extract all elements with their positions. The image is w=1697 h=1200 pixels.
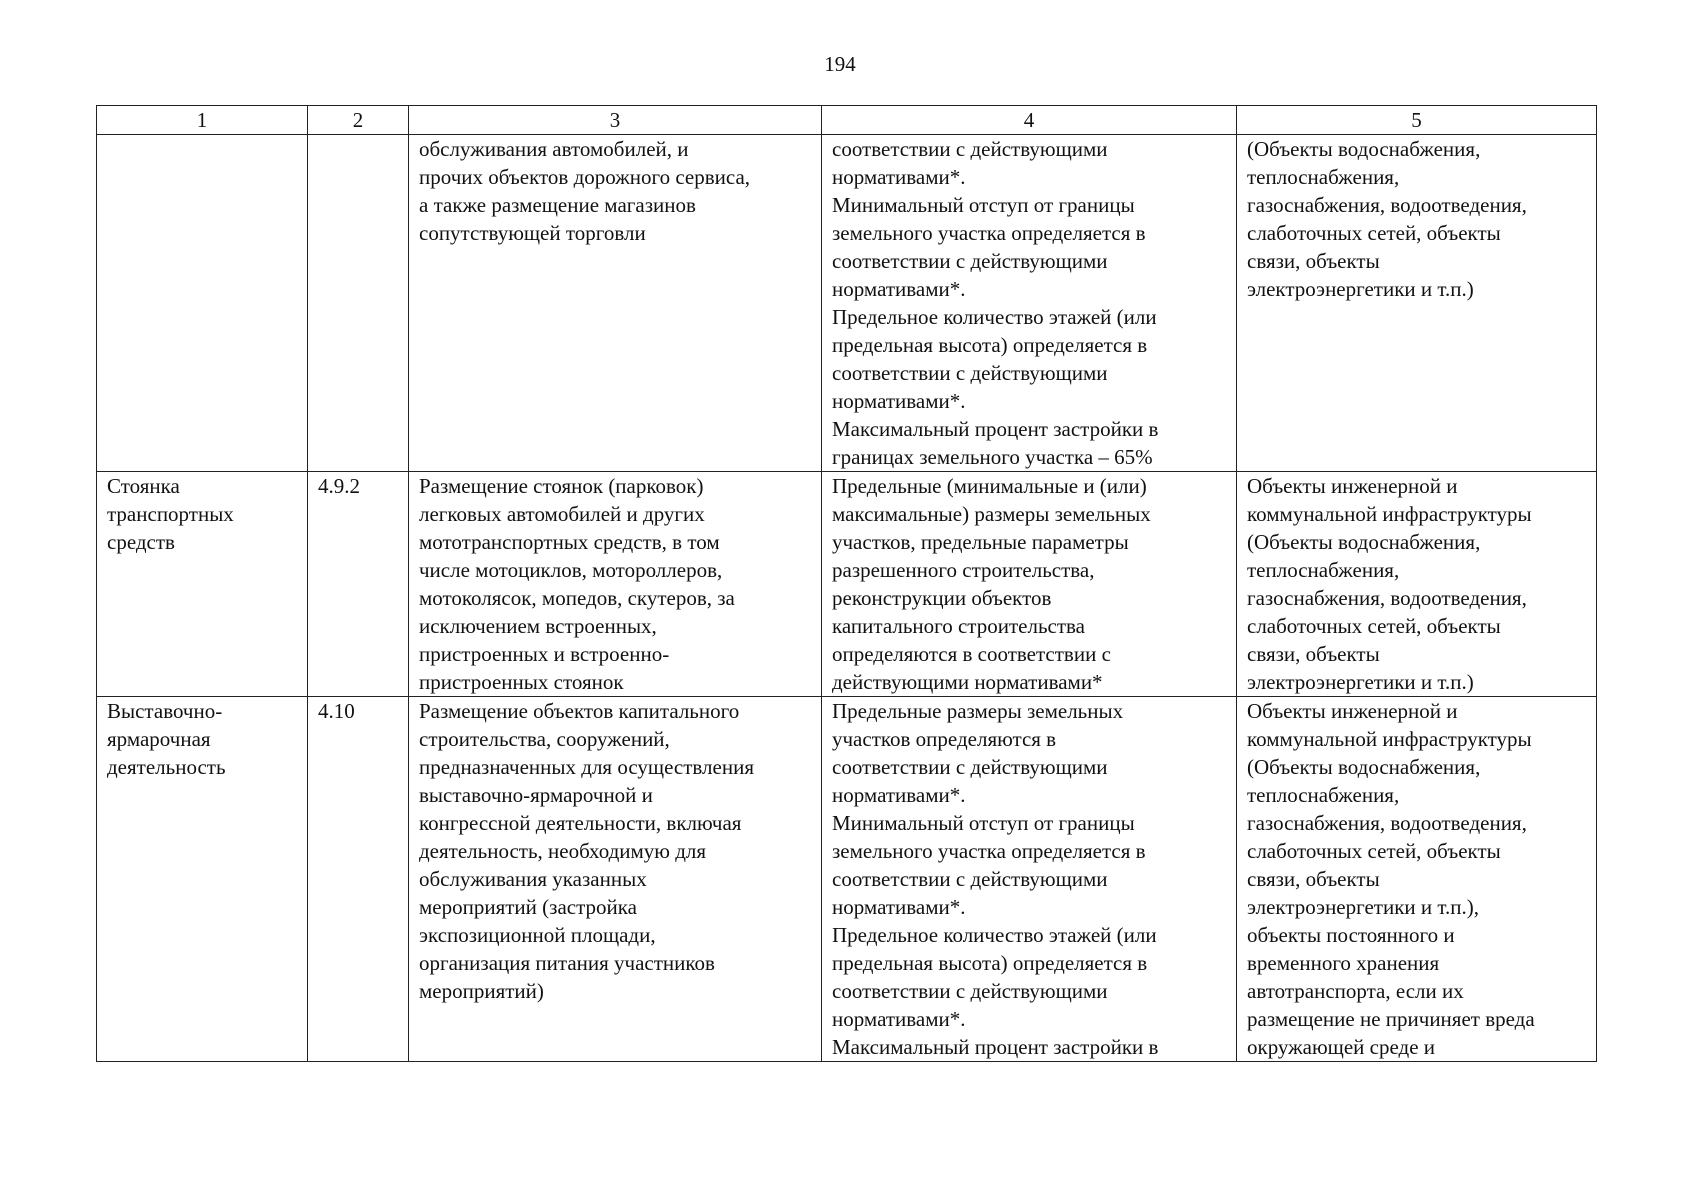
cell-text-line: мероприятий (застройка	[419, 895, 637, 919]
cell-text-line: нормативами*.	[832, 389, 966, 413]
cell-parameters	[822, 135, 1237, 472]
cell-text-line: участков определяются в	[832, 727, 1057, 751]
cell-text-line: деятельность, необходимую для	[419, 839, 707, 863]
cell-auxiliary-uses	[1237, 135, 1597, 472]
cell-text-line: прочих объектов дорожного сервиса,	[419, 165, 751, 189]
cell-text-line: Максимальный процент застройки в	[832, 417, 1159, 441]
cell-text-line: Объекты инженерной и	[1247, 699, 1458, 723]
column-header: 3	[409, 106, 822, 135]
cell-text-line: (Объекты водоснабжения,	[1247, 755, 1481, 779]
cell-text-line: выставочно-ярмарочной и	[419, 783, 653, 807]
cell-text-line: окружающей среде и	[1247, 1035, 1436, 1059]
cell-text-line: Максимальный процент застройки в	[832, 1035, 1159, 1059]
cell-auxiliary-uses	[1237, 472, 1597, 697]
cell-text-line: капитального строительства	[832, 614, 1085, 638]
cell-text-line: Предельное количество этажей (или	[832, 305, 1157, 329]
cell-text-line: Размещение объектов капитального	[419, 699, 740, 723]
cell-text-line: легковых автомобилей и других	[419, 502, 705, 526]
cell-text-line: связи, объекты	[1247, 642, 1380, 666]
cell-text-line: пристроенных и встроенно-	[419, 642, 670, 666]
cell-parameters	[822, 697, 1237, 1062]
cell-use-name	[97, 472, 308, 697]
cell-text-line: транспортных	[107, 502, 234, 526]
cell-text-line: электроэнергетики и т.п.)	[1247, 670, 1474, 694]
cell-use-description	[409, 697, 822, 1062]
cell-text-line: Размещение стоянок (парковок)	[419, 474, 704, 498]
cell-text-line: разрешенного строительства,	[832, 558, 1095, 582]
cell-text-line: слаботочных сетей, объекты	[1247, 614, 1501, 638]
cell-text-line: мототранспортных средств, в том	[419, 530, 720, 554]
cell-text-line: действующими нормативами*	[832, 670, 1103, 694]
cell-text-line: слаботочных сетей, объекты	[1247, 839, 1501, 863]
cell-use-description	[409, 135, 822, 472]
cell-text-line: связи, объекты	[1247, 867, 1380, 891]
column-header: 1	[97, 106, 308, 135]
cell-text-line: соответствии с действующими	[832, 361, 1108, 385]
cell-text-line: газоснабжения, водоотведения,	[1247, 811, 1527, 835]
cell-text-line: предельная высота) определяется в	[832, 333, 1148, 357]
cell-use-name	[97, 697, 308, 1062]
column-header: 4	[822, 106, 1237, 135]
cell-text-line: нормативами*.	[832, 783, 966, 807]
cell-text-line: объекты постоянного и	[1247, 923, 1455, 947]
cell-text-line: Стоянка	[107, 474, 180, 498]
cell-text-line: конгрессной деятельности, включая	[419, 811, 742, 835]
cell-text-line: электроэнергетики и т.п.),	[1247, 895, 1479, 919]
cell-text-line: исключением встроенных,	[419, 614, 657, 638]
cell-use-code	[308, 697, 409, 1062]
cell-text-line: а также размещение магазинов	[419, 193, 696, 217]
cell-text-line: нормативами*.	[832, 165, 966, 189]
cell-use-name	[97, 135, 308, 472]
table-row	[97, 472, 1597, 697]
cell-text-line: коммунальной инфраструктуры	[1247, 502, 1532, 526]
cell-parameters	[822, 472, 1237, 697]
cell-text-line: автотранспорта, если их	[1247, 979, 1464, 1003]
cell-text-line: теплоснабжения,	[1247, 558, 1400, 582]
cell-text-line: 4.10	[318, 699, 355, 723]
cell-text-line: реконструкции объектов	[832, 586, 1052, 610]
cell-text-line: 4.9.2	[318, 474, 360, 498]
cell-text-line: электроэнергетики и т.п.)	[1247, 277, 1474, 301]
cell-text-line: теплоснабжения,	[1247, 165, 1400, 189]
cell-text-line: Минимальный отступ от границы	[832, 193, 1135, 217]
cell-text-line: соответствии с действующими	[832, 755, 1108, 779]
cell-text-line: соответствии с действующими	[832, 979, 1108, 1003]
cell-text-line: соответствии с действующими	[832, 137, 1108, 161]
cell-use-code	[308, 135, 409, 472]
cell-text-line: нормативами*.	[832, 1007, 966, 1031]
cell-text-line: слаботочных сетей, объекты	[1247, 221, 1501, 245]
cell-text-line: газоснабжения, водоотведения,	[1247, 193, 1527, 217]
cell-use-code	[308, 472, 409, 697]
cell-text-line: соответствии с действующими	[832, 249, 1108, 273]
cell-text-line: соответствии с действующими	[832, 867, 1108, 891]
cell-text-line: мотоколясок, мопедов, скутеров, за	[419, 586, 735, 610]
cell-text-line: максимальные) размеры земельных	[832, 502, 1151, 526]
cell-text-line: определяются в соответствии с	[832, 642, 1111, 666]
cell-text-line: Выставочно-	[107, 699, 223, 723]
cell-text-line: (Объекты водоснабжения,	[1247, 137, 1481, 161]
cell-text-line: пристроенных стоянок	[419, 670, 624, 694]
column-header: 2	[308, 106, 409, 135]
cell-text-line: связи, объекты	[1247, 249, 1380, 273]
cell-text-line: теплоснабжения,	[1247, 783, 1400, 807]
cell-auxiliary-uses	[1237, 697, 1597, 1062]
cell-text-line: предельная высота) определяется в	[832, 951, 1148, 975]
cell-text-line: ярмарочная	[107, 727, 211, 751]
cell-text-line: строительства, сооружений,	[419, 727, 670, 751]
cell-text-line: газоснабжения, водоотведения,	[1247, 586, 1527, 610]
cell-text-line: нормативами*.	[832, 277, 966, 301]
cell-text-line: средств	[107, 530, 175, 554]
cell-text-line: Минимальный отступ от границы	[832, 811, 1135, 835]
cell-text-line: нормативами*.	[832, 895, 966, 919]
cell-text-line: земельного участка определяется в	[832, 839, 1146, 863]
cell-text-line: границах земельного участка – 65%	[832, 445, 1153, 469]
cell-text-line: Предельные размеры земельных	[832, 699, 1124, 723]
cell-text-line: временного хранения	[1247, 951, 1440, 975]
cell-text-line: обслуживания автомобилей, и	[419, 137, 689, 161]
cell-text-line: деятельность	[107, 755, 226, 779]
cell-text-line: организация питания участников	[419, 951, 715, 975]
cell-use-description	[409, 472, 822, 697]
cell-text-line: размещение не причиняет вреда	[1247, 1007, 1535, 1031]
table-row	[97, 697, 1597, 1062]
regulations-table	[96, 105, 1597, 1062]
cell-text-line: экспозиционной площади,	[419, 923, 656, 947]
table-header-row	[97, 106, 1597, 135]
cell-text-line: мероприятий)	[419, 979, 544, 1003]
cell-text-line: Предельное количество этажей (или	[832, 923, 1157, 947]
cell-text-line: предназначенных для осуществления	[419, 755, 754, 779]
column-header: 5	[1237, 106, 1597, 135]
cell-text-line: обслуживания указанных	[419, 867, 647, 891]
cell-text-line: Объекты инженерной и	[1247, 474, 1458, 498]
cell-text-line: сопутствующей торговли	[419, 221, 646, 245]
table-row	[97, 135, 1597, 472]
page-number: 194	[824, 52, 856, 76]
cell-text-line: коммунальной инфраструктуры	[1247, 727, 1532, 751]
cell-text-line: числе мотоциклов, мотороллеров,	[419, 558, 723, 582]
cell-text-line: земельного участка определяется в	[832, 221, 1146, 245]
cell-text-line: участков, предельные параметры	[832, 530, 1129, 554]
cell-text-line: (Объекты водоснабжения,	[1247, 530, 1481, 554]
cell-text-line: Предельные (минимальные и (или)	[832, 474, 1147, 498]
